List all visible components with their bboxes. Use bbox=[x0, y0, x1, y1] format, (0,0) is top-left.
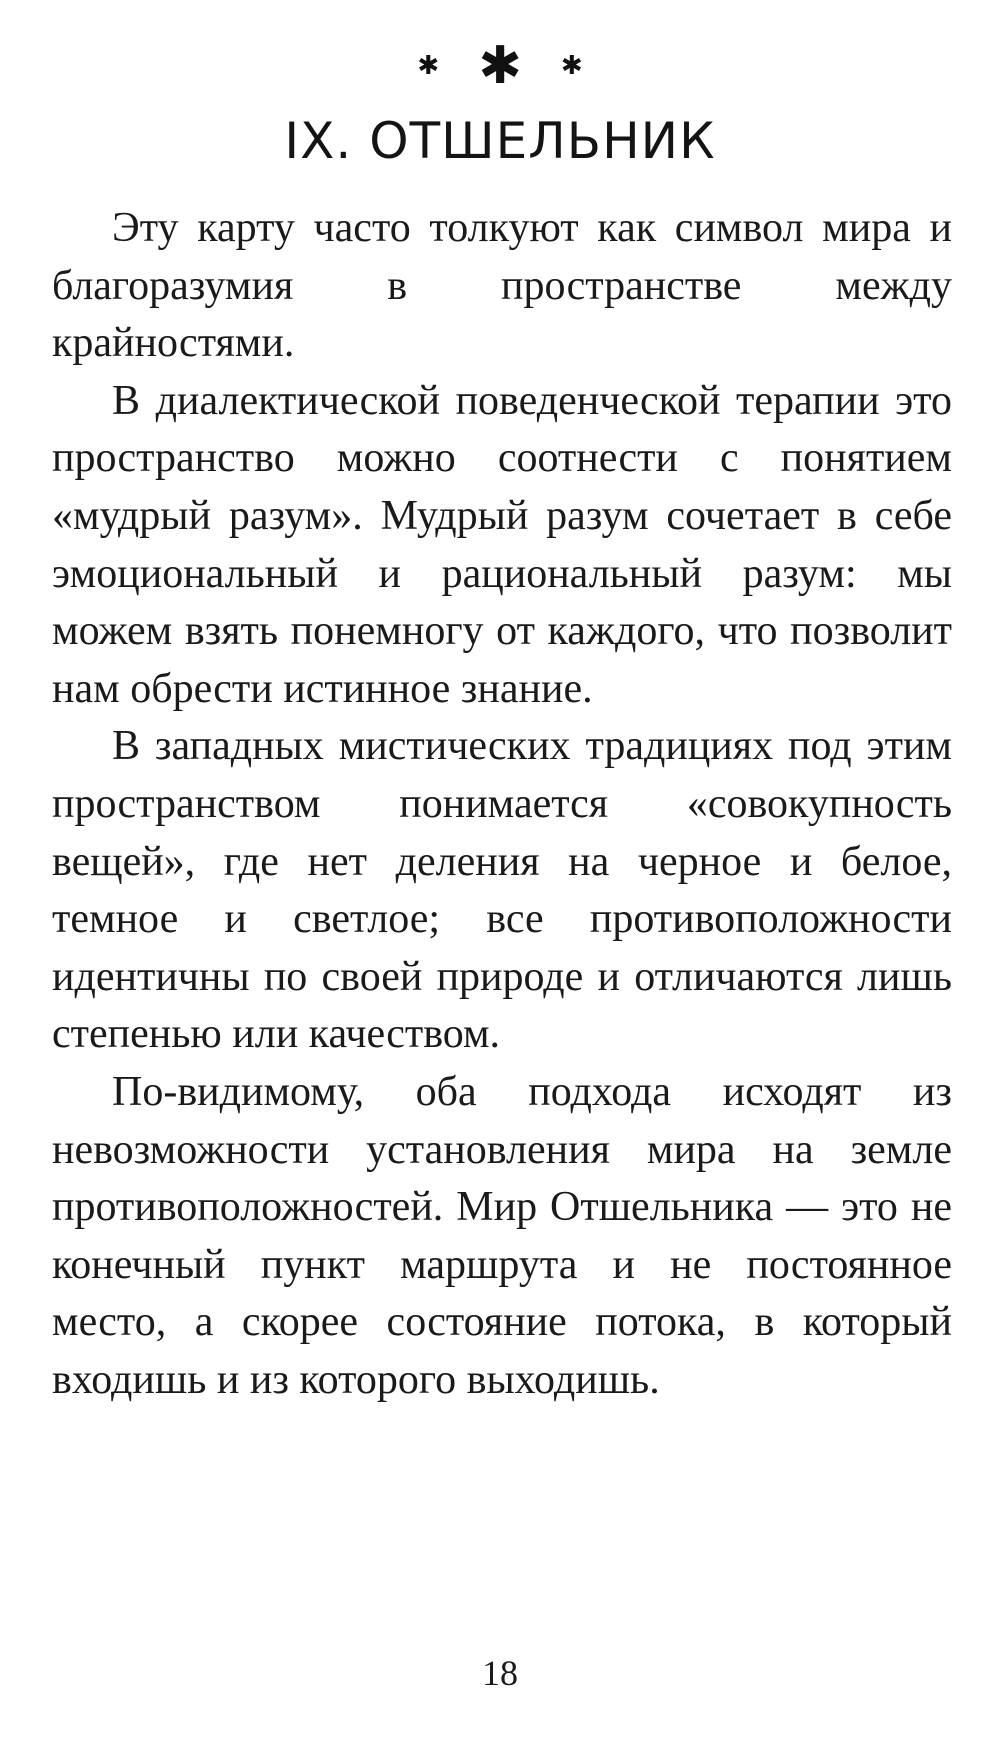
small-star-icon-right: ✱ bbox=[560, 51, 583, 81]
small-star-icon-left: ✱ bbox=[417, 51, 440, 81]
body-text bbox=[52, 200, 952, 1409]
large-star-icon: ✱ bbox=[478, 36, 522, 96]
page-number: 18 bbox=[482, 1653, 518, 1693]
paragraph-4: По-видимому, оба подхода исходят из невозможности установления мира на земле противоположностей. Мир Отшельника — это не конечный пункт маршрута и не постоянное место, а скорее состояние потока, в который входишь и из которого выходишь. bbox=[52, 1068, 952, 1403]
chapter-title: IX. ОТШЕЛЬНИК bbox=[284, 112, 716, 170]
ornament-divider bbox=[0, 36, 1000, 96]
paragraph-1: Эту карту часто толкуют как символ мира и благоразумия в пространстве между крайностями. bbox=[52, 205, 952, 367]
paragraph-2: В диалектической поведенческой терапии это пространство можно соотнести с понятием «мудрый разум». Мудрый разум сочетает в себе эмоциональный и рациональный разум: мы можем взять понемногу от каждого, что позволит нам обрести истинное знание. bbox=[52, 377, 952, 712]
paragraph-3: В западных мистических традициях под этим пространством понимается «совокупность вещей», где нет деления на черное и белое, темное и светлое; все противоположности идентичны по своей природе и отличаются лишь степенью или качеством. bbox=[52, 723, 952, 1058]
